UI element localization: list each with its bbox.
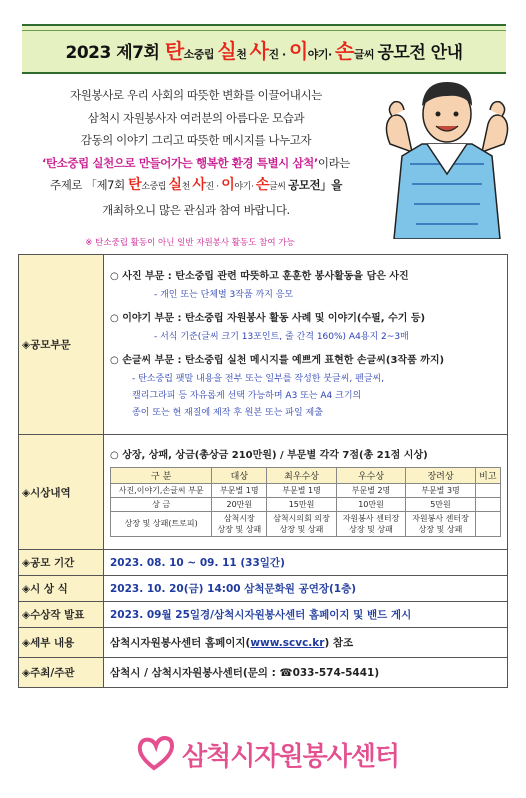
host-value: 삼척시 / 삼척시자원봉사센터(문의 : ☎033-574-5441)	[104, 658, 508, 688]
intro-paragraph: 자원봉사로 우리 사회의 따뜻한 변화를 이끌어내시는 삼척시 자원봉사자 여러분의 아름다운 모습과 감동의 이야기 그리고 따뜻한 메시지를 나누고자 ‘탄소중립 실천으로 만들어가는 행복한 환경 특별시 삼척’이라는 주제로 「제7회 탄소중립 실천 사진 · 이야기· 손글씨 공모전」을 개최하오니 많은 관심과 참여 바랍니다.	[41, 88, 350, 217]
cheering-character-illustration	[372, 74, 522, 239]
label-period: ◈공모 기간	[19, 550, 104, 576]
awards-row-plaque: 상장 및 상패(트로피) 삼척시장 상장 및 상패 삼척시의회 의장 상장 및 상패 자원봉사 센터장 상장 및 상패 자원봉사 센터장 상장 및 상패	[111, 511, 501, 536]
homepage-link[interactable]: www.scvc.kr	[250, 637, 325, 649]
label-host: ◈주최/주관	[19, 658, 104, 688]
row-period	[19, 550, 508, 576]
label-category: ◈공모부문	[19, 255, 104, 435]
awards-row-prize: 상 금 20만원 15만원 10만원 5만원	[111, 497, 501, 511]
row-category	[19, 255, 508, 435]
contest-info-table	[18, 254, 508, 688]
ceremony-value: 2023. 10. 20(금) 14:00 삼척문화원 공연장(1층)	[104, 576, 508, 602]
row-awards	[19, 435, 508, 550]
phone-icon: ☎	[279, 667, 293, 679]
awards-row-count: 사진,이야기,손글씨 부문 부문별 1명 부문별 1명 부문별 2명 부문별 3명	[111, 483, 501, 497]
label-awards: ◈시상내역	[19, 435, 104, 550]
detail-value: 삼척시자원봉사센터 홈페이지(www.scvc.kr) 참조	[104, 628, 508, 658]
row-ceremony	[19, 576, 508, 602]
announce-value: 2023. 09월 25일경/삼척시자원봉사센터 홈페이지 및 밴드 게시	[104, 602, 508, 628]
awards-table	[110, 467, 501, 537]
row-host	[19, 658, 508, 688]
awards-content: ○ 상장, 상패, 상금(총상금 210만원) / 부문별 각각 7점(총 21점 시상) 구 분 대상 최우수상 우수상 장려상 비고 사진,이야기,손글씨 부문 부문별 1명 부문별 1명 부문별 2명 부문별 3명 상 금 20만원 15만원 10만원 5만원 상장 및 상패(트로피) 삼척시장 상장 및 상패 삼척시의회 의장 상장 및 상패 자원봉사 센터장 상장 및 상패 자원봉사 센터장 상장 및 상패	[104, 435, 508, 550]
row-announce	[19, 602, 508, 628]
category-content: ○ 사진 부문 : 탄소중립 관련 따뜻하고 훈훈한 봉사활동을 담은 사진 - 개인 또는 단체별 3작품 까지 응모 ○ 이야기 부문 : 탄소중립 자원봉사 활동 사례 및 이야기(수필, 수기 등) - 서식 기준(글씨 크기 13포인트, 줄 간격 160%) A4용지 2~3매 ○ 손글씨 부문 : 탄소중립 실천 메시지를 예쁘게 표현한 손글씨(3작품 까지) - 탄소중립 팻말 내용을 전부 또는 일부를 작성한 붓글씨, 펜글씨, 캘리그라피 등 자유롭게 선택 가능하며 A3 또는 A4 크기의 종이 또는 현 재질에 제작 후 원본 또는 파일 제출	[104, 255, 508, 435]
page-title: 2023 제7회 탄소중립 실천 사진 · 이야기· 손글씨 공모전 안내	[65, 39, 463, 63]
eligibility-note: ※ 탄소중립 활동이 아닌 일반 자원봉사 활동도 참여 가능	[85, 238, 295, 248]
label-detail: ◈세부 내용	[19, 628, 104, 658]
label-ceremony: ◈시 상 식	[19, 576, 104, 602]
period-value: 2023. 08. 10 ~ 09. 11 (33일간)	[104, 550, 508, 576]
logo-text: 삼척시자원봉사센터	[182, 742, 400, 772]
row-detail	[19, 628, 508, 658]
awards-header-row: 구 분 대상 최우수상 우수상 장려상 비고	[111, 467, 501, 483]
label-announce: ◈수상작 발표	[19, 602, 104, 628]
